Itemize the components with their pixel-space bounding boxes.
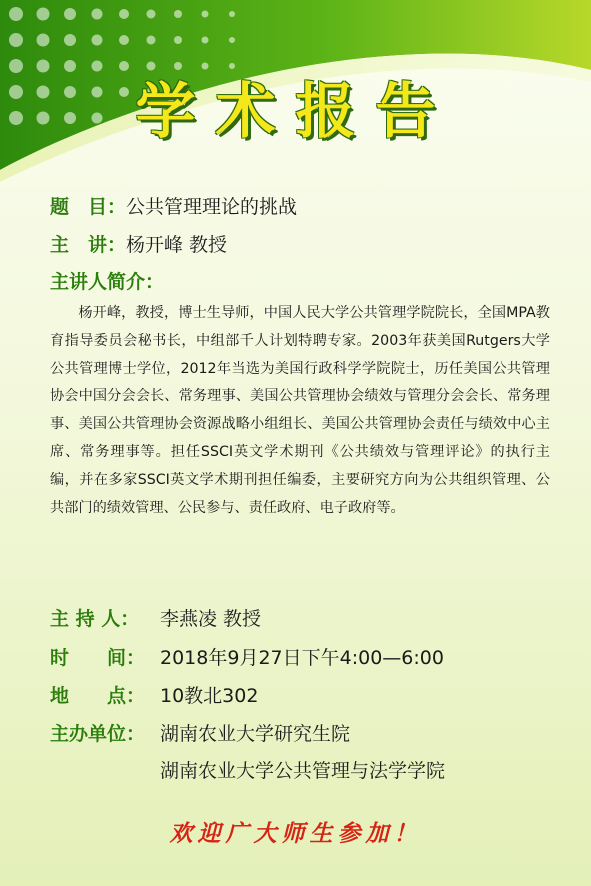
host-row: [50, 604, 261, 631]
decor-dot: [64, 8, 76, 20]
decor-dot: [37, 34, 50, 47]
decor-dot: [64, 34, 76, 46]
decor-dot: [9, 7, 23, 21]
organizer-value-2: 湖南农业大学公共管理与法学学院: [160, 760, 446, 782]
organizer-row: [50, 719, 350, 746]
place-label: 地 点：: [50, 685, 146, 707]
speaker-bio: 杨开峰，教授，博士生导师，中国人民大学公共管理学院院长，全国MPA教育指导委员会秘书长，中组部千人计划特聘专家。2003年获美国Rutgers大学公共管理博士学位，2012年当选为美国行政科学学院院士，历任美国公共管理协会中国分会会长、常务理事、美国公共管理协会绩效与管理分会会长、常务理事、美国公共管理协会资源战略小组组长、美国公共管理协会责任与绩效中心主席、常务理事等。担任SSCI英文学术期刊《公共绩效与管理评论》的执行主编，并在多家SSCI英文学术期刊担任编委，主要研究方向为公共组织管理、公共部门的绩效管理、公民参与、责任政府、电子政府等。: [50, 305, 550, 516]
time-row: [50, 643, 444, 670]
speaker-value: 杨开峰 教授: [126, 234, 228, 256]
speaker-row: [50, 230, 227, 257]
decor-dot: [229, 11, 235, 17]
organizer-label: 主办单位：: [50, 723, 146, 745]
intro-row: [50, 267, 164, 294]
decor-dot: [119, 35, 129, 45]
place-value: 10教北302: [160, 685, 259, 707]
topic-value: 公共管理理论的挑战: [126, 196, 298, 218]
decor-dot: [92, 35, 103, 46]
decor-dot: [174, 36, 182, 44]
topic-row: [50, 192, 297, 219]
decor-dot: [119, 9, 129, 19]
topic-label: 题 目：: [50, 196, 127, 218]
poster-title: 学术报告: [135, 77, 456, 147]
intro-label: 主讲人简介：: [50, 271, 165, 293]
organizer-row-2: [160, 756, 445, 783]
host-value: 李燕凌 教授: [160, 608, 262, 630]
decor-dot: [92, 9, 103, 20]
decor-dot: [147, 10, 156, 19]
decor-dot: [202, 37, 209, 44]
time-label: 时 间：: [50, 647, 146, 669]
decor-dot: [9, 33, 23, 47]
decor-dot: [202, 11, 209, 18]
welcome-message: 欢迎广大师生参加！: [169, 820, 422, 847]
speaker-label: 主 讲：: [50, 234, 127, 256]
host-label: 主 持 人：: [50, 608, 140, 630]
decor-dot: [147, 36, 156, 45]
decor-dot: [37, 8, 50, 21]
decor-dot: [174, 10, 182, 18]
time-value: 2018年9月27日下午4:00—6:00: [160, 647, 444, 669]
organizer-value-1: 湖南农业大学研究生院: [160, 723, 351, 745]
place-row: [50, 681, 258, 708]
decor-dot: [229, 37, 235, 43]
